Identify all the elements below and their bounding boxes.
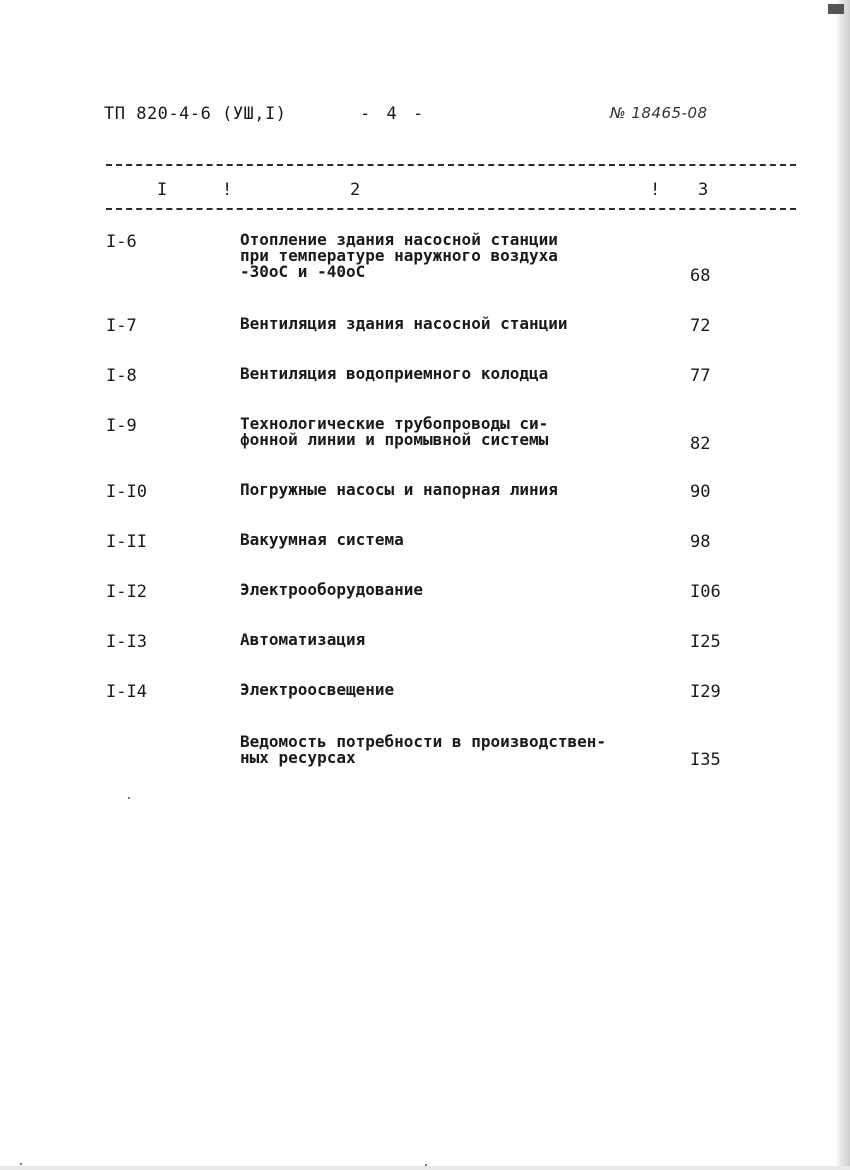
section-page: 82 — [690, 434, 711, 454]
section-code: I-I4 — [106, 682, 147, 702]
section-code: I-I3 — [106, 632, 147, 652]
column-header-1: I — [157, 180, 168, 200]
section-page: 72 — [690, 316, 711, 336]
table-top-rule — [106, 164, 796, 166]
section-code: I-I2 — [106, 582, 147, 602]
scan-corner-mark — [828, 4, 844, 14]
registration-number: № 18465-08 — [610, 104, 708, 122]
section-title-line: Вентиляция здания насосной станции — [240, 314, 568, 333]
page-bottom-edge — [0, 1166, 850, 1170]
section-title-line: Вентиляция водоприемного колодца — [240, 364, 549, 383]
section-title-line: Отопление здания насосной станции — [240, 230, 558, 249]
table-header-rule — [106, 208, 796, 210]
section-title — [240, 582, 640, 598]
section-page: I35 — [690, 750, 721, 770]
section-title — [240, 734, 640, 766]
section-code: I-II — [106, 532, 147, 552]
section-code: I-8 — [106, 366, 137, 386]
column-separator: ! — [222, 180, 233, 200]
column-header-3: 3 — [698, 180, 709, 200]
section-page: 90 — [690, 482, 711, 502]
section-code: I-7 — [106, 316, 137, 336]
section-title — [240, 632, 640, 648]
section-page: I29 — [690, 682, 721, 702]
scan-speck — [425, 1164, 427, 1166]
document-code: ТП 820-4-6 (УШ,I) — [104, 104, 287, 124]
section-title — [240, 532, 640, 548]
section-title — [240, 482, 640, 498]
section-page: 77 — [690, 366, 711, 386]
section-code: I-6 — [106, 232, 137, 252]
page-edge-shadow — [836, 0, 850, 1170]
section-title-line: при температуре наружного воздуха — [240, 246, 558, 265]
section-title — [240, 416, 640, 448]
section-title-line: Технологические трубопроводы си- — [240, 414, 549, 433]
section-title-line: Электрооборудование — [240, 580, 424, 599]
section-title-line: ных ресурсах — [240, 748, 356, 767]
section-page: 68 — [690, 266, 711, 286]
section-title-line: Электроосвещение — [240, 680, 395, 699]
page-number: - 4 - — [360, 104, 427, 124]
section-page: I06 — [690, 582, 721, 602]
section-title-line: Погружные насосы и напорная линия — [240, 480, 558, 499]
section-title — [240, 316, 640, 332]
section-title-line: фонной линии и промывной системы — [240, 430, 549, 449]
column-separator: ! — [650, 180, 661, 200]
section-title-line: Ведомость потребности в производствен- — [240, 732, 607, 751]
section-title — [240, 232, 640, 280]
section-title — [240, 682, 640, 698]
section-title-line: -30оС и -40оС — [240, 262, 366, 281]
section-code: I-9 — [106, 416, 137, 436]
column-header-2: 2 — [350, 180, 361, 200]
scan-speck — [20, 1163, 22, 1165]
scan-speck — [128, 797, 130, 799]
section-page: I25 — [690, 632, 721, 652]
section-page: 98 — [690, 532, 711, 552]
section-code: I-I0 — [106, 482, 147, 502]
section-title-line: Вакуумная система — [240, 530, 404, 549]
section-title — [240, 366, 640, 382]
section-title-line: Автоматизация — [240, 630, 366, 649]
